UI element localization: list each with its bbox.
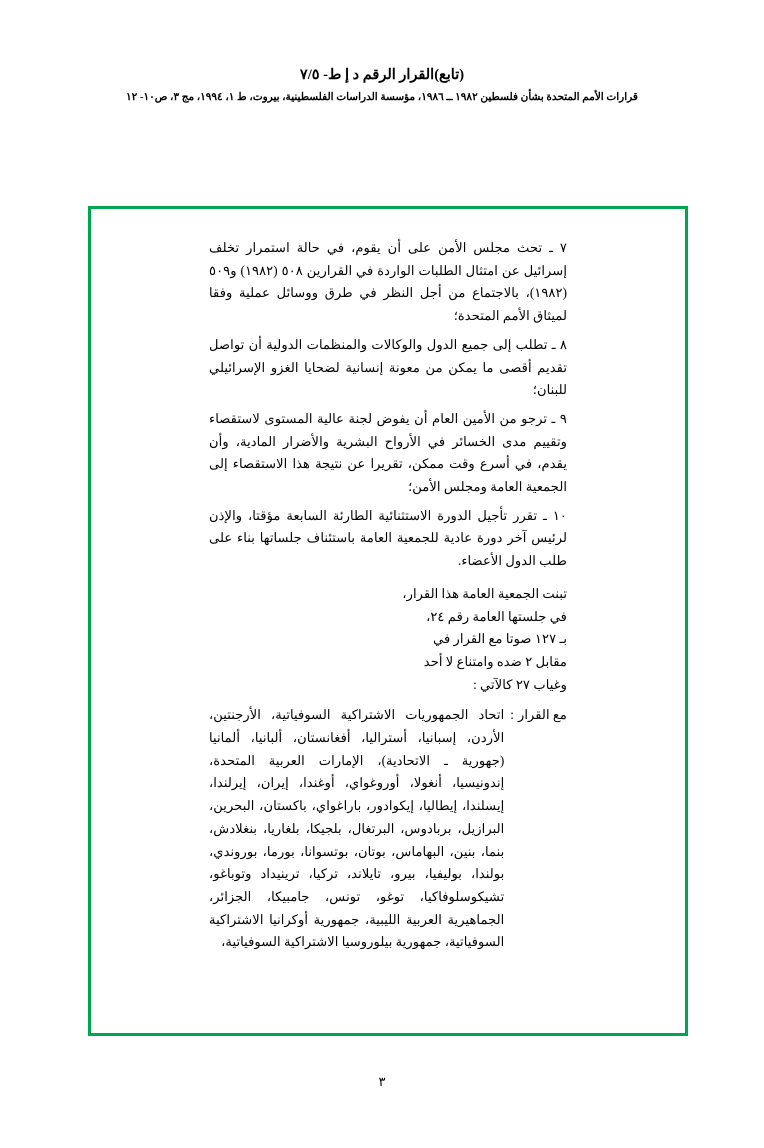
paragraph-10: ١٠ ـ تقرر تأجيل الدورة الاستثنائية الطارئة السابعة مؤقتا، والإذن لرئيس آخر دورة عادية للجمعية العامة باستئناف جلساتها بناء على طلب الدول الأعضاء. bbox=[209, 507, 567, 569]
paragraph-7: ٧ ـ تحث مجلس الأمن على أن يقوم، في حالة استمرار تخلف إسرائيل عن امتثال الطلبات الواردة في القرارين ٥٠٨ (١٩٨٢) و٥٠٩ (١٩٨٢)، بالاجتماع من أجل النظر في طرق ووسائل عملية وفقا لميثاق الأمم المتحدة؛ bbox=[209, 240, 567, 324]
page-number: ٣ bbox=[378, 1074, 386, 1089]
adoption-line: في جلستها العامة رقم ٢٤، bbox=[426, 608, 567, 624]
source-citation: قرارات الأمم المتحدة بشأن فلسطين ١٩٨٢ ــ ١٩٨٦، مؤسسة الدراسات الفلسطينية، بيروت، ط ١، ١٩٩٤، مج ٣، ص١٠- ١٢ bbox=[126, 91, 638, 103]
paragraph-8: ٨ ـ تطلب إلى جميع الدول والوكالات والمنظمات الدولية أن تواصل تقديم أقصى ما يمكن من معونة إنسانية لضحايا الغزو الإسرائيلي للبنان؛ bbox=[209, 336, 567, 398]
adoption-line: بـ ١٢٧ صوتا مع القرار في bbox=[432, 631, 567, 647]
vote-in-favour-block bbox=[209, 704, 567, 954]
adoption-note bbox=[209, 583, 567, 697]
vote-colon: : bbox=[510, 707, 514, 723]
paragraph-9: ٩ ـ ترجو من الأمين العام أن يفوض لجنة عالية المستوى لاستقصاء وتقييم مدى الخسائر في الأرواح البشرية والأضرار المادية، وأن يقدم، في أسرع وقت ممكن، تقريرا عن نتيجة هذا الاستقصاء إلى الجمعية العامة ومجلس الأمن؛ bbox=[209, 410, 567, 495]
vote-in-favour-label: مع القرار bbox=[517, 707, 567, 723]
document-header bbox=[0, 66, 764, 104]
page-title: (تابع)القرار الرقم د إ ط- ٧/٥ bbox=[299, 67, 465, 83]
adoption-line: وغياب ٢٧ كالآتي : bbox=[473, 676, 567, 692]
document-body bbox=[209, 237, 567, 954]
content-frame bbox=[88, 206, 688, 1036]
adoption-line: تبنت الجمعية العامة هذا القرار، bbox=[402, 585, 567, 601]
adoption-line: مقابل ٢ ضده وامتناع لا أحد bbox=[423, 653, 567, 669]
document-page bbox=[0, 66, 764, 1148]
vote-in-favour-countries: اتحاد الجمهوريات الاشتراكية السوفياتية، الأرجنتين، الأردن، إسبانيا، أستراليا، أفغانستان، ألبانيا، ألمانيا (جهورية ـ الاتحادية)، الإمارات العربية المتحدة، إندونيسيا، أنغولا، أوروغواي، أوغندا، إيران، إيرلندا، إيسلندا، إيطاليا، إيكوادور، باراغواي، باكستان، البحرين، البرازيل، بربادوس، البرتغال، بلجيكا، بلغاريا، بنغلادش، بنما، بنين، البهاماس، بوتان، بوتسوانا، بورما، بوروندي، بولندا، بوليفيا، بيرو، تايلاند، تركيا، ترينيداد وتوباغو، تشيكوسلوفاكيا، توغو، تونس، جامبيكا، الجزائر، الجماهيرية العربية الليبية، جمهورية أوكرانيا الاشتراكية السوفياتية، جمهورية بيلوروسيا الاشتراكية السوفياتية، bbox=[209, 707, 505, 950]
